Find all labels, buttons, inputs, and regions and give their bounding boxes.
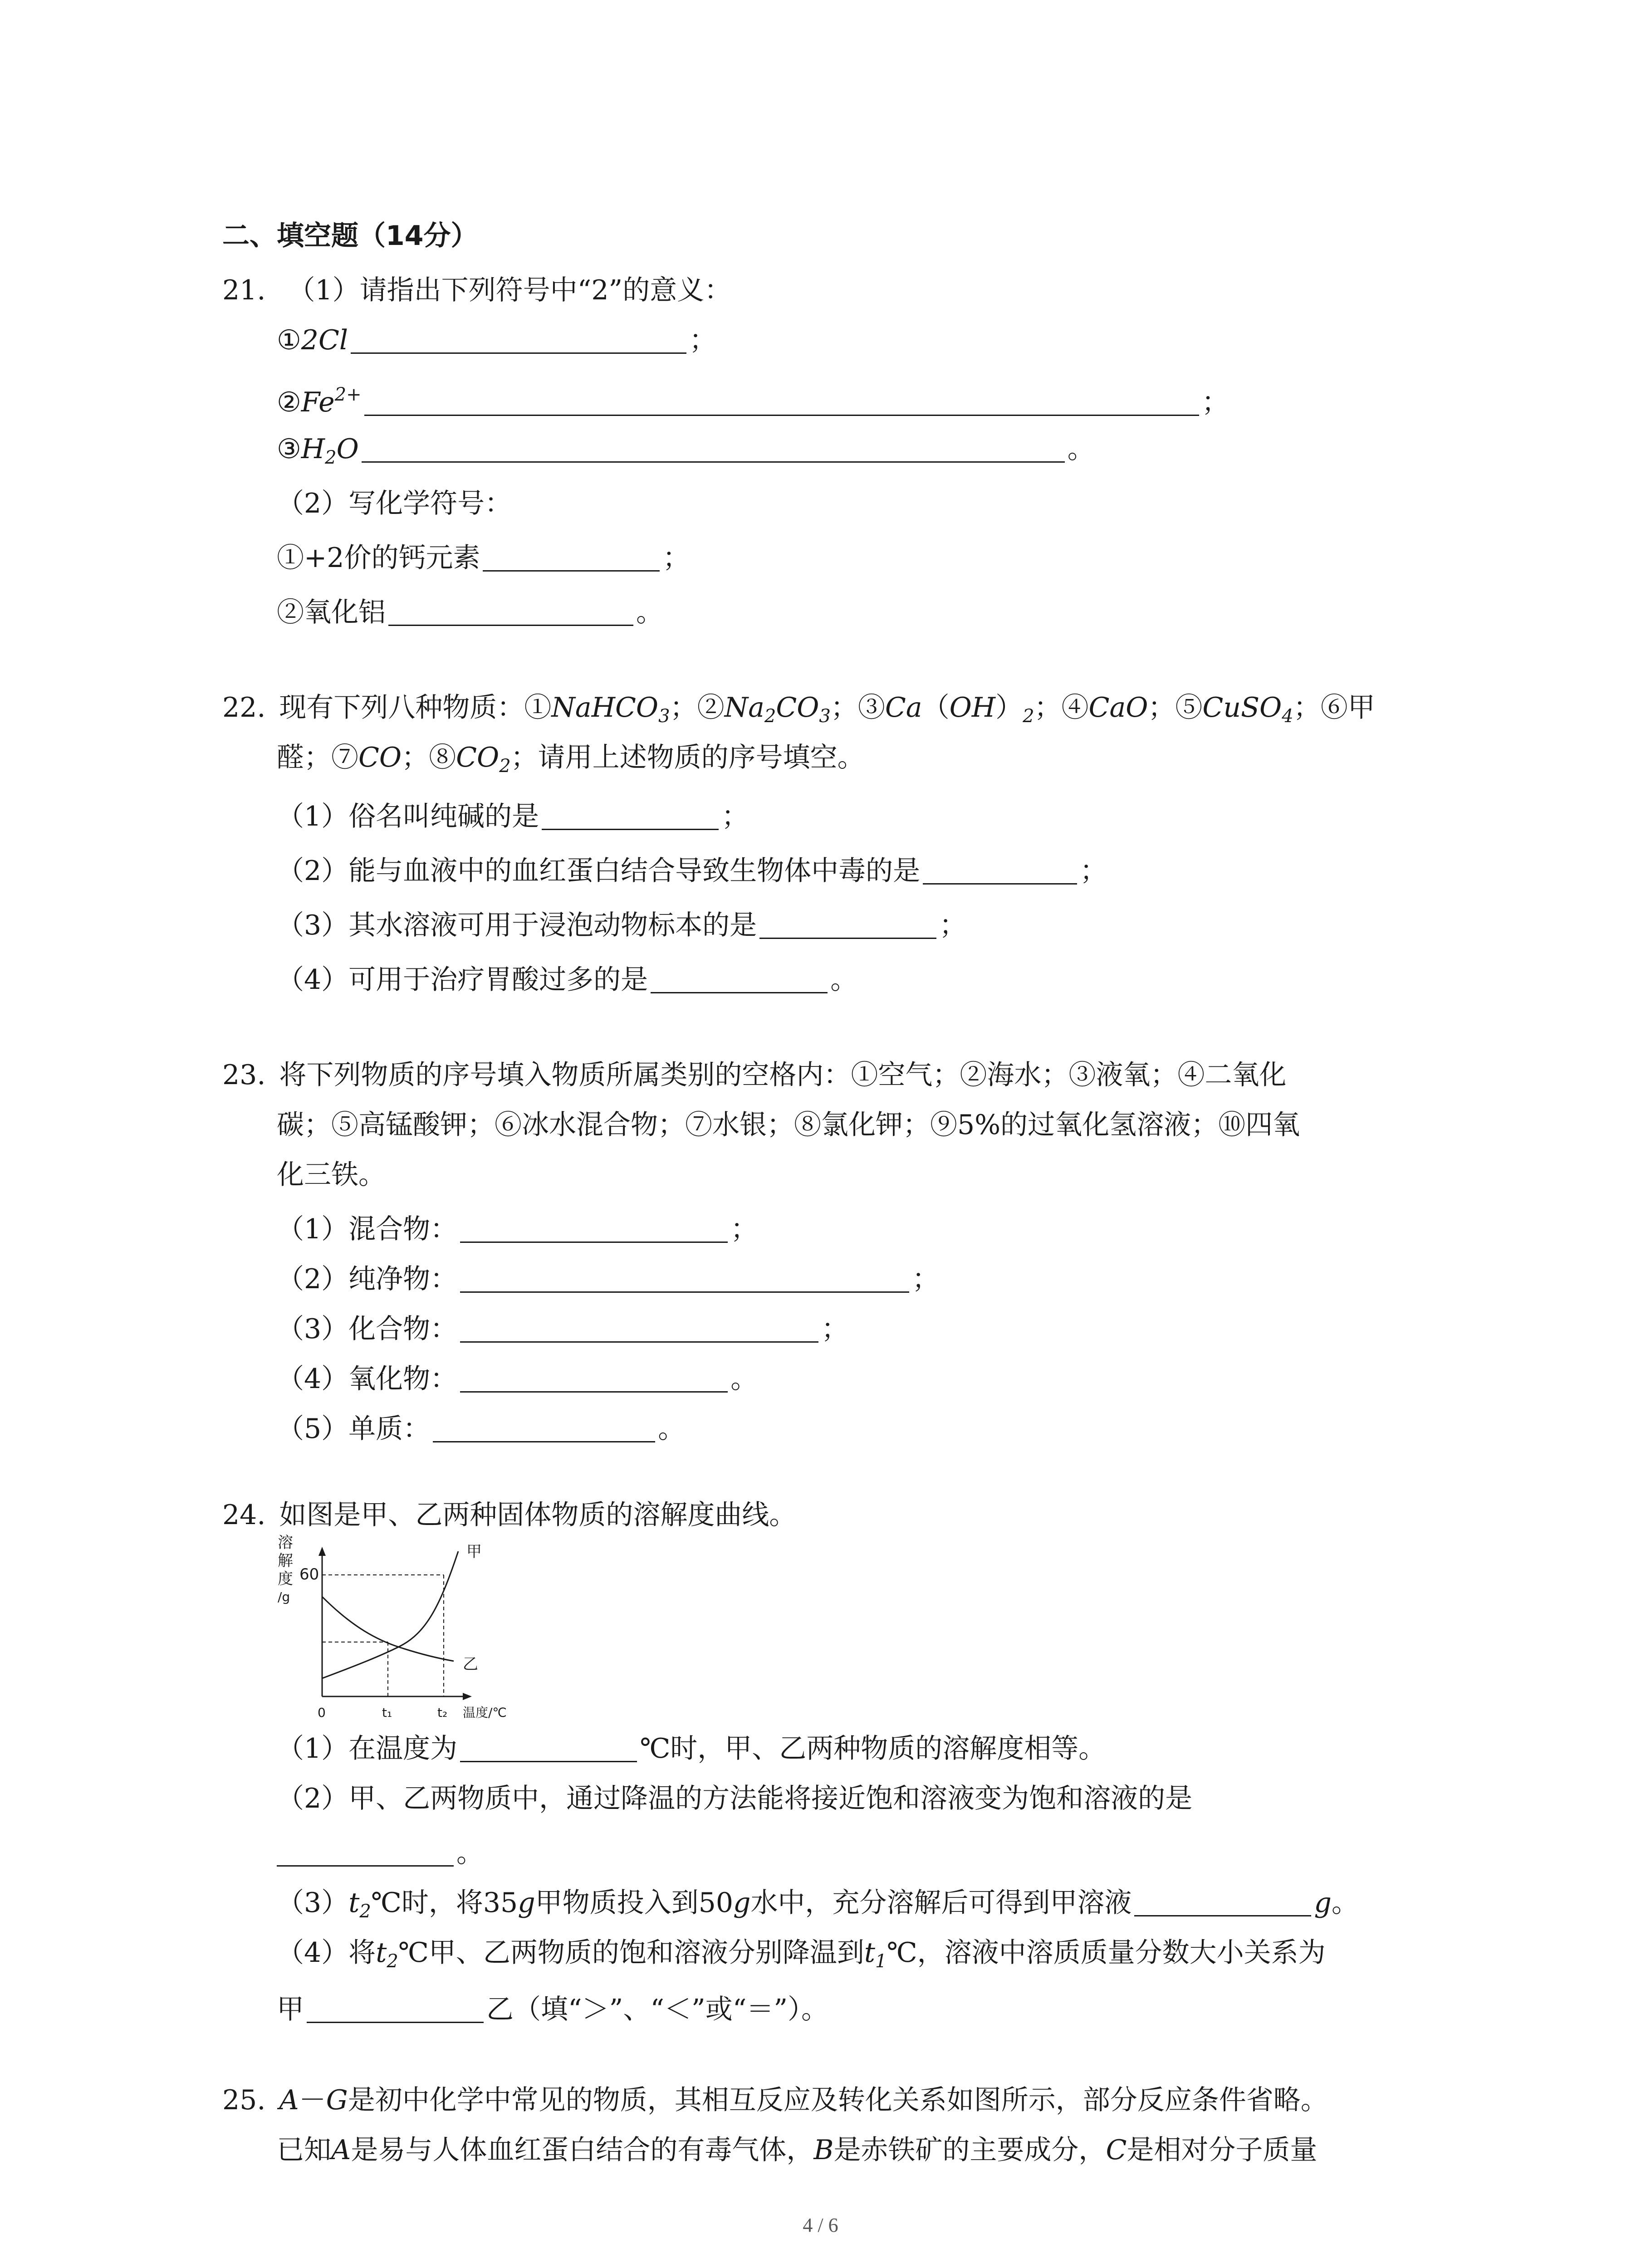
formula: CO	[358, 742, 402, 773]
formula: OH	[949, 692, 996, 723]
punct: 。	[456, 1837, 484, 1869]
text: 甲物质投入到50	[535, 1887, 734, 1919]
q21-intro-text: （1）请指出下列符号中“2”的意义：	[288, 274, 732, 306]
origin-label: 0	[318, 1705, 326, 1720]
q23-sub-4	[277, 1361, 758, 1397]
answer-blank-23-5[interactable]	[433, 1412, 655, 1442]
paren: （	[922, 692, 950, 723]
label-jia: 甲	[466, 1543, 482, 1561]
x-axis-arrow	[463, 1693, 472, 1700]
y-label-3: 度	[278, 1570, 293, 1588]
text: ℃甲、乙两物质的饱和溶液分别降温到	[398, 1937, 864, 1969]
var-a: A	[331, 2134, 351, 2166]
text: （4）氧化物：	[277, 1363, 458, 1395]
answer-blank-21-4[interactable]	[483, 541, 660, 572]
formula: NaHCO	[551, 692, 659, 723]
answer-blank-23-3[interactable]	[460, 1312, 818, 1343]
q24-sub-4-answer	[277, 1991, 828, 2028]
q23-line-2: 碳；⑤高锰酸钾；⑥冰水混合物；⑦水银；⑧氯化钾；⑨5%的过氧化氢溶液；⑩四氧	[277, 1109, 1300, 1141]
text: ；⑧	[402, 742, 456, 773]
var-t: t	[376, 1937, 387, 1969]
text: 如图是甲、乙两种固体物质的溶解度曲线。	[279, 1499, 797, 1531]
circle-2: ②	[277, 386, 301, 418]
punct: 。	[658, 1413, 686, 1445]
punct: ；	[912, 1263, 940, 1295]
subscript: 3	[658, 706, 670, 727]
text: （1）俗名叫纯碱的是	[277, 801, 539, 832]
var-b: B	[813, 2134, 834, 2166]
solubility-curve-graph	[277, 1533, 531, 1724]
y-label-2: 解	[278, 1552, 293, 1570]
formula: CaO	[1088, 692, 1148, 723]
alumina-text: ②氧化铝	[277, 596, 386, 628]
subscript: 2	[1023, 706, 1034, 727]
y-label-4: /g	[278, 1589, 290, 1604]
formula: CO	[776, 692, 819, 723]
q23-sub-5	[277, 1411, 685, 1447]
var-c: C	[1106, 2134, 1127, 2166]
answer-blank-24-3[interactable]	[1134, 1886, 1311, 1916]
text: ；④	[1034, 692, 1089, 723]
text: 现有下列八种物质：①	[279, 692, 552, 723]
q22-line-1	[222, 689, 1375, 734]
text: 是初中化学中常见的物质，其相互反应及转化关系如图所示，部分反应条件省略。	[348, 2084, 1328, 2116]
var-g: G	[326, 2084, 348, 2116]
text: 醛；⑦	[277, 742, 358, 773]
var-t: t	[348, 1887, 360, 1919]
answer-blank-24-4[interactable]	[307, 1993, 484, 2023]
subscript: 2	[764, 706, 776, 727]
q24-number: 24.	[222, 1499, 266, 1531]
q21-item-2	[277, 376, 1229, 420]
q24-line-1	[222, 1497, 796, 1533]
text: （2）纯净物：	[277, 1263, 458, 1295]
text: 是易与人体血红蛋白结合的有毒气体，	[351, 2134, 814, 2166]
q25-line-2	[277, 2132, 1317, 2168]
q21-part2-item-1	[277, 540, 690, 576]
text: 乙（填“＞”、“＜”或“＝”）。	[486, 1994, 829, 2025]
text: ；⑤	[1148, 692, 1203, 723]
answer-blank-21-3[interactable]	[362, 432, 1065, 463]
symbol-o: O	[336, 433, 359, 465]
t2-label: t₂	[437, 1705, 448, 1720]
q23-sub-1	[277, 1211, 758, 1247]
answer-blank-22-4[interactable]	[651, 963, 828, 993]
formula: Ca	[885, 692, 922, 723]
text: （3）其水溶液可用于浸泡动物标本的是	[277, 909, 757, 941]
text: （4）将	[277, 1937, 376, 1969]
y-label-1: 溶	[278, 1534, 293, 1552]
answer-blank-22-3[interactable]	[759, 909, 936, 939]
symbol-2cl: 2Cl	[301, 324, 348, 356]
t1-label: t₁	[382, 1705, 392, 1720]
q23-sub-3	[277, 1311, 848, 1347]
calcium-text: ①+2价的钙元素	[277, 542, 480, 574]
punct: ；	[721, 801, 749, 832]
text: ℃时，甲、乙两种物质的溶解度相等。	[640, 1733, 1106, 1765]
q22-sub-2	[277, 853, 1107, 889]
answer-blank-22-1[interactable]	[542, 800, 719, 830]
text: ；③	[830, 692, 885, 723]
punct: 。	[1331, 1887, 1359, 1919]
q23-line-1	[222, 1057, 1286, 1093]
text: ℃时，将35	[371, 1887, 518, 1919]
label-yi: 乙	[463, 1655, 478, 1673]
subscript: 4	[1282, 706, 1293, 727]
text: ；请用上述物质的序号填空。	[510, 742, 865, 773]
q22-line-2	[277, 739, 865, 784]
symbol-h: H	[301, 433, 325, 465]
subscript: 2	[499, 756, 511, 777]
q21-part-2: （2）写化学符号：	[277, 488, 512, 519]
punct: 。	[1067, 433, 1095, 465]
text: 将下列物质的序号填入物质所属类别的空格内：①空气；②海水；③液氧；④二氧化	[279, 1059, 1287, 1091]
text: （2）能与血液中的血红蛋白结合导致生物体中毒的是	[277, 855, 921, 887]
symbol-fe: Fe	[301, 386, 335, 418]
punct: ；	[1201, 386, 1229, 418]
q23-line-3: 化三铁。	[277, 1159, 386, 1191]
superscript: 2+	[334, 384, 362, 405]
punct: ；	[939, 909, 967, 941]
text: （3）化合物：	[277, 1313, 458, 1345]
q25-number: 25.	[222, 2084, 266, 2116]
text: （5）单质：	[277, 1413, 431, 1445]
text: ；②	[670, 692, 725, 723]
answer-blank-22-2[interactable]	[923, 854, 1077, 885]
formula: CO	[456, 742, 500, 773]
answer-blank-24-2[interactable]	[277, 1836, 454, 1867]
var-a: A	[279, 2084, 299, 2116]
punct: ；	[1080, 855, 1107, 887]
punct: ；	[730, 1213, 758, 1245]
unit-g: g	[1314, 1887, 1332, 1919]
paren: ）	[995, 692, 1023, 723]
q21-part2-item-2	[277, 594, 663, 631]
answer-blank-23-1[interactable]	[460, 1212, 728, 1243]
y-tick-60: 60	[299, 1565, 319, 1584]
circle-1: ①	[277, 324, 301, 356]
x-label: 温度/℃	[463, 1705, 507, 1720]
answer-blank-23-2[interactable]	[460, 1262, 909, 1293]
subscript: 2	[387, 1951, 398, 1972]
q24-sub-1	[277, 1730, 1106, 1767]
q22-sub-4	[277, 962, 857, 998]
answer-blank-23-4[interactable]	[460, 1362, 728, 1393]
answer-blank-21-1[interactable]	[351, 323, 686, 354]
section-title: 二、填空题（14分）	[222, 220, 478, 252]
q22-sub-3	[277, 907, 966, 943]
answer-blank-21-5[interactable]	[388, 596, 633, 626]
q24-sub-2-answer	[277, 1835, 484, 1871]
q24-sub-4	[277, 1935, 1326, 1980]
subscript: 2	[325, 447, 337, 468]
punct: 。	[636, 596, 663, 628]
q21-intro	[222, 272, 731, 308]
text: 水中，充分溶解后可得到甲溶液	[750, 1887, 1132, 1919]
q21-item-3	[277, 431, 1095, 476]
var-t: t	[864, 1937, 876, 1969]
text: ；⑥甲	[1293, 692, 1375, 723]
circle-3: ③	[277, 433, 301, 465]
text: （1）在温度为	[277, 1733, 458, 1765]
text: （3）	[277, 1887, 349, 1919]
subscript: 1	[875, 1951, 887, 1972]
text: 已知	[277, 2134, 331, 2166]
q23-sub-2	[277, 1261, 939, 1297]
punct: ；	[821, 1313, 849, 1345]
punct: ；	[662, 542, 690, 574]
answer-blank-21-2[interactable]	[364, 386, 1199, 416]
punct: 。	[830, 964, 858, 996]
q21-number: 21.	[222, 274, 266, 306]
punct: ；	[689, 324, 717, 356]
text: 是相对分子质量	[1127, 2134, 1318, 2166]
text: （4）可用于治疗胃酸过多的是	[277, 964, 648, 996]
formula: Na	[724, 692, 764, 723]
q22-number: 22.	[222, 692, 266, 723]
page-number: 4 / 6	[803, 2214, 838, 2236]
formula: CuSO	[1202, 692, 1282, 723]
q25-line-1	[222, 2082, 1328, 2118]
text: （1）混合物：	[277, 1213, 458, 1245]
answer-blank-24-1[interactable]	[460, 1732, 637, 1762]
y-axis-arrow	[318, 1547, 326, 1556]
punct: 。	[730, 1363, 758, 1395]
unit-g: g	[733, 1887, 751, 1919]
text: 甲	[277, 1994, 304, 2025]
q24-sub-2: （2）甲、乙两物质中，通过降温的方法能将接近饱和溶液变为饱和溶液的是	[277, 1783, 1193, 1814]
subscript: 2	[359, 1901, 371, 1922]
q22-sub-1	[277, 798, 749, 835]
q23-number: 23.	[222, 1059, 266, 1091]
subscript: 3	[819, 706, 831, 727]
q21-item-1	[277, 322, 716, 358]
q24-sub-3	[277, 1885, 1359, 1930]
unit-g: g	[518, 1887, 535, 1919]
dash: －	[299, 2084, 326, 2116]
text: ℃，溶液中溶质质量分数大小关系为	[887, 1937, 1326, 1969]
text: 是赤铁矿的主要成分，	[833, 2134, 1106, 2166]
